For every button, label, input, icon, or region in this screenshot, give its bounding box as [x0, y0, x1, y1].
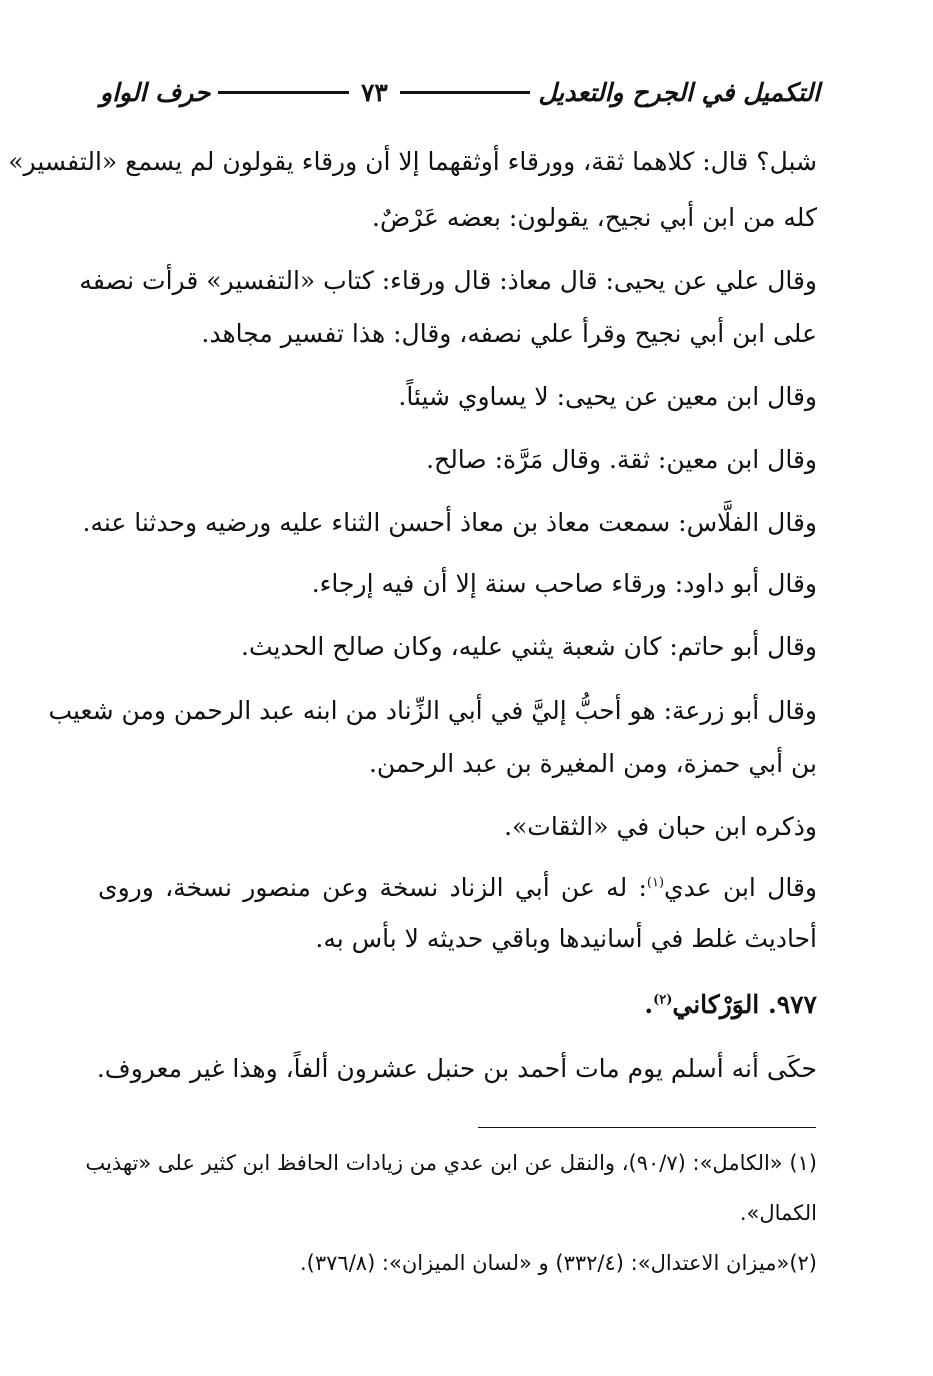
- footnote-1-cont: الكمال».: [739, 1201, 817, 1225]
- footnote-2: (٢)«ميزان الاعتدال»: (٣٣٢/٤) و «لسان الميزان»: (٣٧٦/٨).: [299, 1251, 817, 1275]
- footnote-1: (١) «الكامل»: (٩٠/٧)، والنقل عن ابن عدي من زيادات الحافظ ابن كثير على «تهذيب: [85, 1151, 817, 1175]
- quote-text: : له عن أبي الزناد نسخة وعن منصور نسخة، وروى: [98, 873, 647, 902]
- body-line: وقال أبو حاتم: كان شعبة يثني عليه، وكان صالح الحديث.: [241, 632, 817, 661]
- entry-heading: [644, 988, 817, 1022]
- running-header: [100, 72, 820, 112]
- body-line: وذكره ابن حبان في «الثقات».: [504, 812, 817, 841]
- body-line: وقال ابن معين: ثقة. وقال مَرَّة: صالح.: [426, 445, 817, 474]
- body-line: أحاديث غلط في أسانيدها وباقي حديثه لا بأس به.: [315, 924, 817, 953]
- quote-intro: وقال ابن عدي: [664, 873, 817, 902]
- body-line: كله من ابن أبي نجيح، يقولون: بعضه عَرْضٌ.: [372, 203, 817, 232]
- book-title: التكميل في الجرح والتعديل: [538, 77, 820, 107]
- body-line: شبل؟ قال: كلاهما ثقة، وورقاء أوثقهما إلا أن ورقاء يقولون لم يسمع «التفسير»: [8, 147, 817, 176]
- header-rule-right: [400, 91, 531, 94]
- header-rule-left: [218, 91, 349, 94]
- entry-text: حكَى أنه أسلم يوم مات أحمد بن حنبل عشرون ألفاً، وهذا غير معروف.: [96, 1054, 817, 1083]
- footnote-ref-1[interactable]: (١): [646, 875, 665, 891]
- entry-name: الوَرْكاني: [672, 990, 760, 1019]
- body-line: وقال أبو زرعة: هو أحبُّ إليَّ في أبي الزِّناد من ابنه عبد الرحمن ومن شعيب: [48, 696, 817, 725]
- chapter-title: حرف الواو: [100, 77, 211, 107]
- body-line: وقال الفلَّاس: سمعت معاذ بن معاذ أحسن الثناء عليه ورضيه وحدثنا عنه.: [82, 508, 817, 537]
- body-line: وقال علي عن يحيى: قال معاذ: قال ورقاء: كتاب «التفسير» قرأت نصفه: [79, 266, 817, 295]
- entry-number: ٩٧٧.: [767, 990, 817, 1019]
- entry-end: .: [644, 990, 654, 1019]
- body-line: [98, 871, 817, 905]
- body-line: وقال أبو داود: ورقاء صاحب سنة إلا أن فيه إرجاء.: [311, 569, 817, 598]
- footnote-separator: [478, 1127, 816, 1128]
- body-line: بن أبي حمزة، ومن المغيرة بن عبد الرحمن.: [368, 749, 817, 778]
- body-line: وقال ابن معين عن يحيى: لا يساوي شيئاً.: [398, 382, 817, 411]
- footnote-ref-2[interactable]: (٢): [653, 992, 673, 1008]
- body-line: على ابن أبي نجيح وقرأ علي نصفه، وقال: هذا تفسير مجاهد.: [201, 319, 817, 348]
- page-number: ٧٣: [360, 77, 388, 107]
